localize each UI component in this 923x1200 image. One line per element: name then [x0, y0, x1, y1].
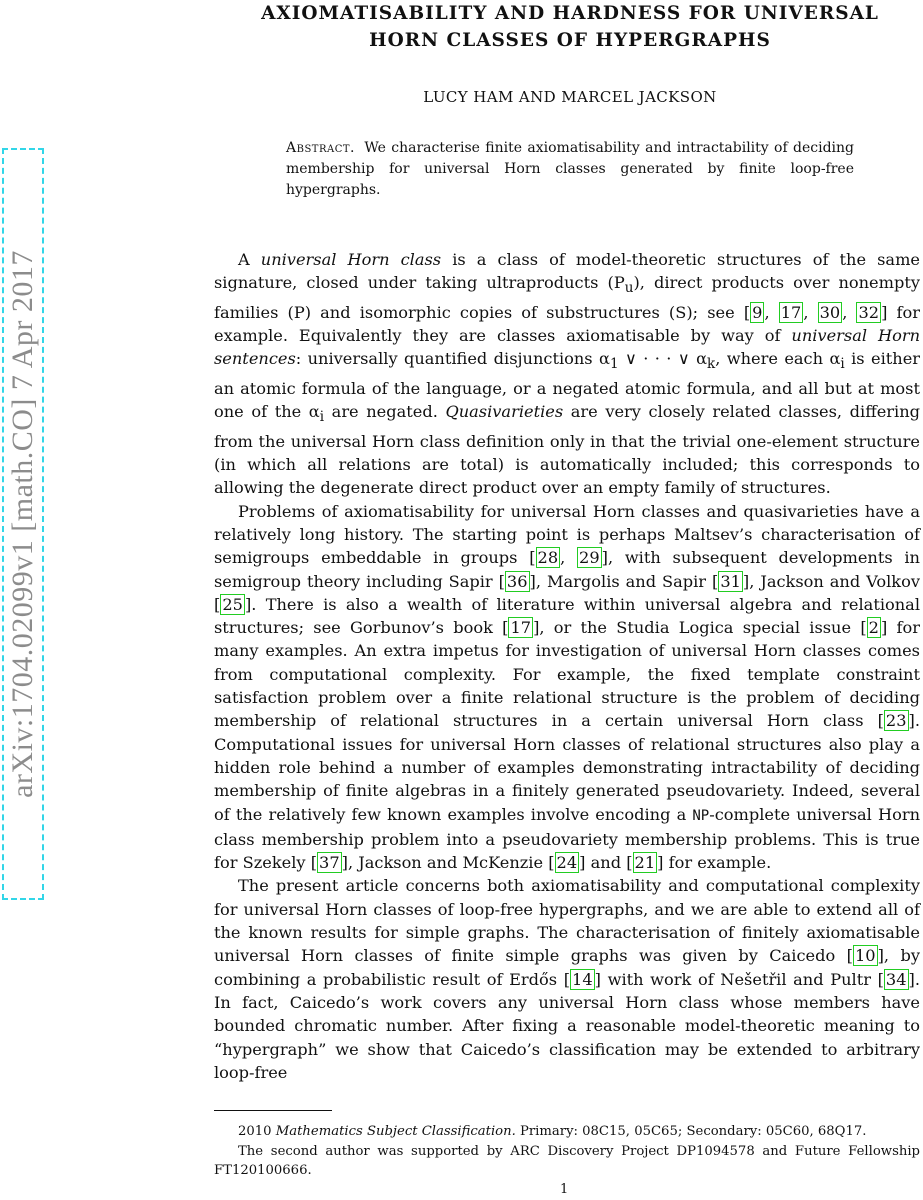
footnotes: [214, 1122, 920, 1181]
page-number: 1: [560, 1182, 569, 1197]
citation-link[interactable]: 24: [556, 853, 578, 873]
body-text: [214, 248, 920, 1084]
msc-footnote: 2010 Mathematics Subject Classification. Primary: 08C15, 05C65; Secondary: 05C60, 68Q17.: [238, 1124, 867, 1139]
citation-link[interactable]: 34: [885, 969, 907, 989]
title-line-2: HORN CLASSES OF HYPERGRAPHS: [369, 30, 771, 51]
arxiv-stamp[interactable]: [2, 148, 44, 900]
citation-link[interactable]: 23: [885, 711, 907, 731]
arxiv-id: arXiv:1704.02099v1 [math.CO] 7 Apr 2017: [6, 250, 39, 798]
paragraph-1: A universal Horn class is a class of model-theoretic structures of the same signature, closed under taking ultraproducts $(P_u)$, direct products over nonempty families (P) and isomorphic copies of substructures (S); see [ 9 , 17 , 30 , 32 ] for example. Equivalently they are classes axiomatisable by way of universal Horn sentences: universally quantified disjunctions $\alpha_1$ ∨ · · · ∨ $\alpha_k$, where each $\alpha_i$ is either an atomic formula of the language, or a negated atomic formula, and all but at most one of the $\alpha_i$ are negated. Quasivarieties are very closely related classes, differing from the universal Horn class definition only in that the trivial one-element structure (in which all relations are total) is automatically included; this corresponds to allowing the degenerate direct product over an empty family of structures.: [214, 250, 921, 498]
term-quasivarieties: Quasivarieties: [445, 402, 564, 422]
citation-link[interactable]: 28: [537, 548, 559, 568]
citation-link[interactable]: 17: [510, 618, 532, 638]
citation-link[interactable]: 36: [506, 571, 528, 591]
citation-link[interactable]: 29: [579, 548, 600, 568]
citation-link[interactable]: 14: [572, 969, 593, 989]
citation-link[interactable]: 17: [780, 302, 802, 322]
citation-link[interactable]: 21: [634, 853, 656, 873]
citation-link[interactable]: 37: [319, 853, 340, 873]
citation-link[interactable]: 30: [819, 302, 841, 322]
paper-title: [220, 0, 920, 54]
footnote-rule: [214, 1110, 332, 1111]
support-footnote: The second author was supported by ARC Discovery Project DP1094578 and Future Fellowship FT120100666.: [214, 1143, 920, 1178]
authors: LUCY HAM AND MARCEL JACKSON: [423, 88, 717, 106]
abstract: [286, 138, 854, 201]
citation-link[interactable]: 2: [868, 618, 879, 638]
paragraph-2: Problems of axiomatisability for universal Horn classes and quasivarieties have a relatively long history. The starting point is perhaps Maltsev’s characterisation of semigroups embeddable in groups [ 28 , 29 ], with subsequent developments in semigroup theory including Sapir [ 36 ], Margolis and Sapir [ 31 ], Jackson and Volkov [ 25 ]. There is also a wealth of literature within universal algebra and relational structures; see Gorbunov’s book [ 17 ], or the Studia Logica special issue [ 2 ] for many examples. An extra impetus for investigation of universal Horn classes comes from computational complexity. For example, the fixed template constraint satisfaction problem over a finite relational structure is the problem of deciding membership of relational structures in a certain universal Horn class [ 23 ]. Computational issues for universal Horn classes of relational structures also play a hidden role behind a number of examples demonstrating intractability of deciding membership of finite algebras in a finitely generated pseudovariety. Indeed, several of the relatively few known examples involve encoding a NP-complete universal Horn class membership problem into a pseudovariety membership problems. This is true for Szekely [ 37 ], Jackson and McKenzie [ 24 ] and [ 21 ] for example.: [214, 501, 920, 873]
term-universal-horn-sentences: universal Horn sentences: [214, 326, 920, 369]
citation-link[interactable]: 25: [222, 594, 243, 614]
citation-link[interactable]: 32: [858, 302, 880, 322]
citation-link[interactable]: 10: [854, 946, 876, 966]
term-universal-horn-class: universal Horn class: [260, 250, 442, 269]
paragraph-3: The present article concerns both axiomatisability and computational complexity for universal Horn classes of loop-free hypergraphs, and we are able to extend all of the known results for simple graphs. The characterisation of finitely axiomatisable universal Horn classes of finite simple graphs was given by Caicedo [ 10 ], by combining a probabilistic result of Erdős [ 14 ] with work of Nešetřil and Pultr [ 34 ]. In fact, Caicedo’s work covers any universal Horn class whose members have bounded chromatic number. After fixing a reasonable model-theoretic meaning to “hypergraph” we show that Caicedo’s classification may be extended to arbitrary loop-free: [214, 876, 920, 1082]
citation-link[interactable]: 31: [720, 571, 741, 591]
abstract-text: We characterise finite axiomatisability and intractability of deciding membership for universal Horn classes generated by finite loop-free hypergraphs.: [286, 140, 855, 198]
citation-link[interactable]: 9: [752, 302, 763, 322]
abstract-label: Abstract.: [286, 140, 356, 156]
title-line-1: AXIOMATISABILITY AND HARDNESS FOR UNIVERSAL: [261, 3, 879, 24]
np-class: NP: [692, 807, 710, 824]
